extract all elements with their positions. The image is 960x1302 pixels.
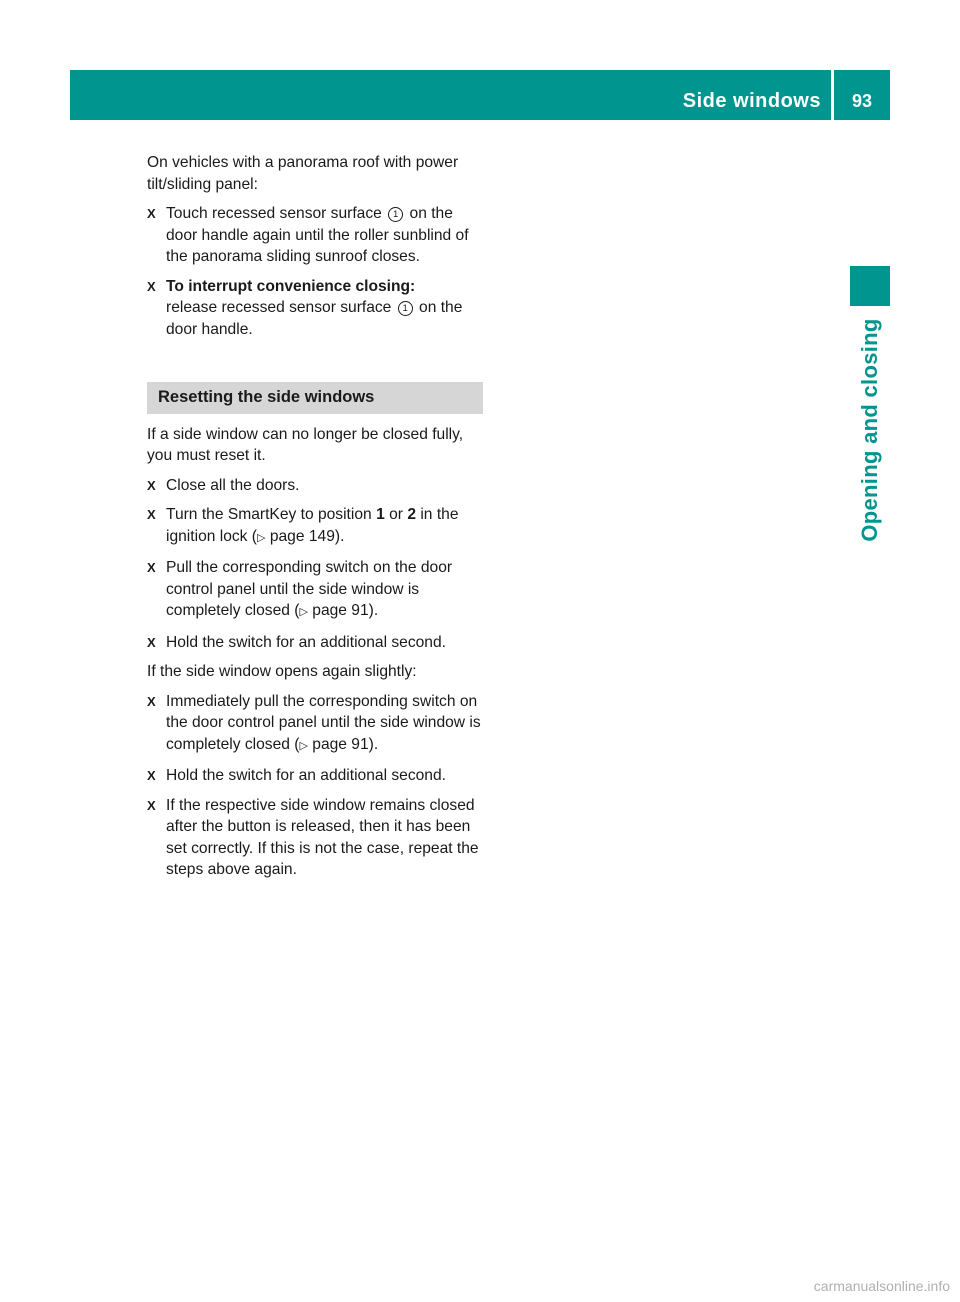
- chapter-tab-marker: [850, 266, 890, 306]
- section-heading: Resetting the side windows: [147, 382, 483, 414]
- callout-1-icon: 1: [388, 207, 403, 222]
- reopen-note: If the side window opens again slightly:: [147, 663, 417, 680]
- page-header: [70, 70, 890, 120]
- main-content: [147, 152, 483, 889]
- page-reference-icon: ▷: [299, 739, 308, 752]
- instruction-step: X Touch recessed sensor surface 1 on the door handle again until the roller sunblind of the panorama sliding sunroof closes.: [147, 205, 469, 265]
- instruction-step: X Hold the switch for an additional second.: [147, 765, 483, 787]
- step-marker-icon: X: [147, 693, 156, 709]
- step-marker-icon: X: [147, 768, 156, 783]
- instruction-step: X Hold the switch for an additional second.: [147, 632, 483, 654]
- step-marker-icon: X: [147, 278, 156, 294]
- page-reference-icon: ▷: [299, 606, 308, 618]
- callout-1-icon: 1: [398, 301, 413, 316]
- chapter-tab-label: Opening and closing: [857, 318, 882, 542]
- step-marker-icon: X: [147, 560, 156, 575]
- watermark: carmanualsonline.info: [813, 1278, 950, 1294]
- step-marker-icon: X: [147, 477, 156, 493]
- instruction-step: X To interrupt convenience closing: release recessed sensor surface 1 on the door handle.: [147, 277, 463, 338]
- step-bold-label: To interrupt convenience closing:: [166, 277, 416, 295]
- reset-intro: If a side window can no longer be closed fully, you must reset it.: [147, 425, 464, 464]
- step-marker-icon: X: [147, 634, 156, 650]
- step-marker-icon: X: [147, 507, 156, 522]
- page-reference[interactable]: page 91: [312, 735, 369, 753]
- instruction-step: X Immediately pull the corresponding switch on the door control panel until the side window is completely closed (▷ page 91).: [147, 692, 481, 753]
- step-marker-icon: X: [147, 206, 156, 221]
- instruction-step: X Turn the SmartKey to position 1 or 2 in the ignition lock (▷ page 149).: [147, 506, 459, 545]
- panorama-intro: On vehicles with a panorama roof with power tilt/sliding panel:: [147, 154, 459, 193]
- instruction-step: X Close all the doors.: [147, 475, 483, 497]
- page-reference-icon: ▷: [257, 531, 266, 544]
- instruction-step: X If the respective side window remains closed after the button is released, then it has been set correctly. If this is not the case, repeat the steps above again.: [147, 796, 479, 878]
- step-marker-icon: X: [147, 797, 156, 813]
- section-title: Side windows: [682, 90, 821, 112]
- page-reference[interactable]: page 91: [312, 602, 369, 619]
- page-number: 93: [851, 91, 873, 111]
- instruction-step: X Pull the corresponding switch on the door control panel until the side window is completely closed (▷ page 91).: [147, 559, 453, 619]
- page-reference[interactable]: page 149: [269, 527, 335, 545]
